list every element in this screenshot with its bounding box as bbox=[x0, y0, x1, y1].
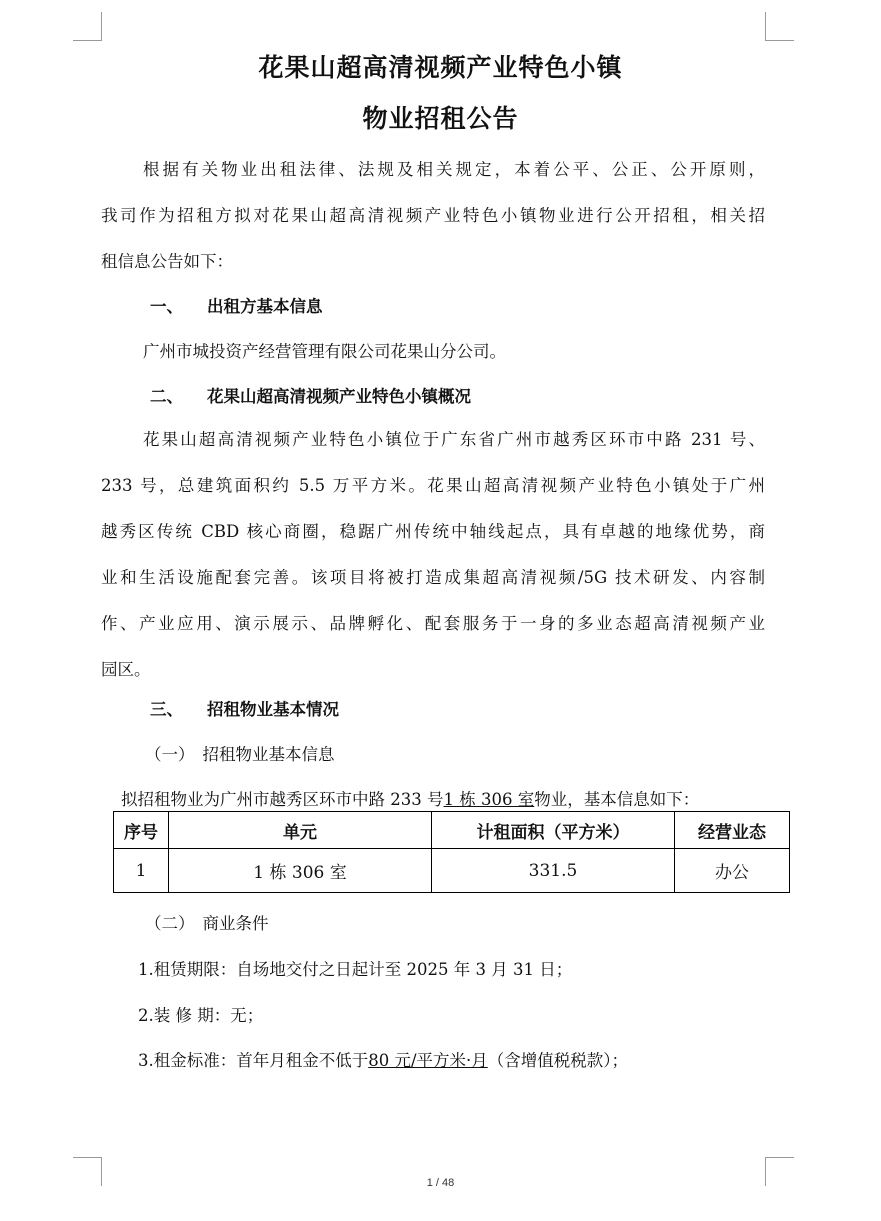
section1-body: 广州市城投资产经营管理有限公司花果山分公司。 bbox=[143, 342, 506, 361]
section3-heading: 三、 招租物业基本情况 bbox=[150, 700, 339, 719]
table-cell: 331.5 bbox=[432, 849, 675, 893]
crop-mark-top-right bbox=[765, 12, 794, 41]
property-lead-sentence: 拟招租物业为广州市越秀区环市中路 233 号1 栋 306 室物业，基本信息如下： bbox=[121, 790, 700, 809]
condition-rent-standard: 3.租金标准：首年月租金不低于80 元/平方米·月（含增值税税款）； bbox=[138, 1051, 629, 1070]
section2-paragraph: 花果山超高清视频产业特色小镇位于广东省广州市越秀区环市中路 231 号、 233 号，总建筑面积约 5.5 万平方米。花果山超高清视频产业特色小镇处于广州 越秀区传统 CBD 核心商圈，稳踞广州传统中轴线起点，具有卓越的地缘优势，商 业和生活设施配套完善。该项目将被打造成集超高清视频/5G 技术研发、内容制 作、产业应用、演示展示、品牌孵化、配套服务于一身的多业态超高清视频产业 园区。 bbox=[101, 430, 765, 679]
section2-heading: 二、 花果山超高清视频产业特色小镇概况 bbox=[150, 387, 471, 406]
table-header-cell: 计租面积（平方米） bbox=[432, 812, 675, 849]
subsection-commercial-terms: （二） 商业条件 bbox=[145, 914, 269, 933]
document-title-line2: 物业招租公告 bbox=[362, 104, 519, 133]
table-header-cell: 单元 bbox=[169, 812, 432, 849]
property-info-table bbox=[113, 811, 790, 893]
condition-renovation-period: 2.装 修 期：无； bbox=[138, 1006, 264, 1025]
table-cell: 1 栋 306 室 bbox=[169, 849, 432, 893]
table-cell: 办公 bbox=[675, 849, 790, 893]
crop-mark-top-left bbox=[73, 12, 102, 41]
table-cell: 1 bbox=[114, 849, 169, 893]
table-header-cell: 经营业态 bbox=[675, 812, 790, 849]
table-row bbox=[114, 849, 790, 893]
page-number: 1 / 48 bbox=[426, 1177, 455, 1189]
document-title-line1: 花果山超高清视频产业特色小镇 bbox=[258, 53, 623, 82]
section1-heading: 一、 出租方基本信息 bbox=[150, 297, 323, 316]
condition-lease-term: 1.租赁期限：自场地交付之日起计至 2025 年 3 月 31 日； bbox=[138, 960, 573, 979]
table-header-row bbox=[114, 812, 790, 849]
intro-paragraph: 根据有关物业出租法律、法规及相关规定，本着公平、公正、公开原则， 我司作为招租方拟对花果山超高清视频产业特色小镇物业进行公开招租，相关招 租信息公告如下： bbox=[101, 160, 765, 271]
table-header-cell: 序号 bbox=[114, 812, 169, 849]
subsection-basic-info: （一） 招租物业基本信息 bbox=[145, 745, 335, 764]
